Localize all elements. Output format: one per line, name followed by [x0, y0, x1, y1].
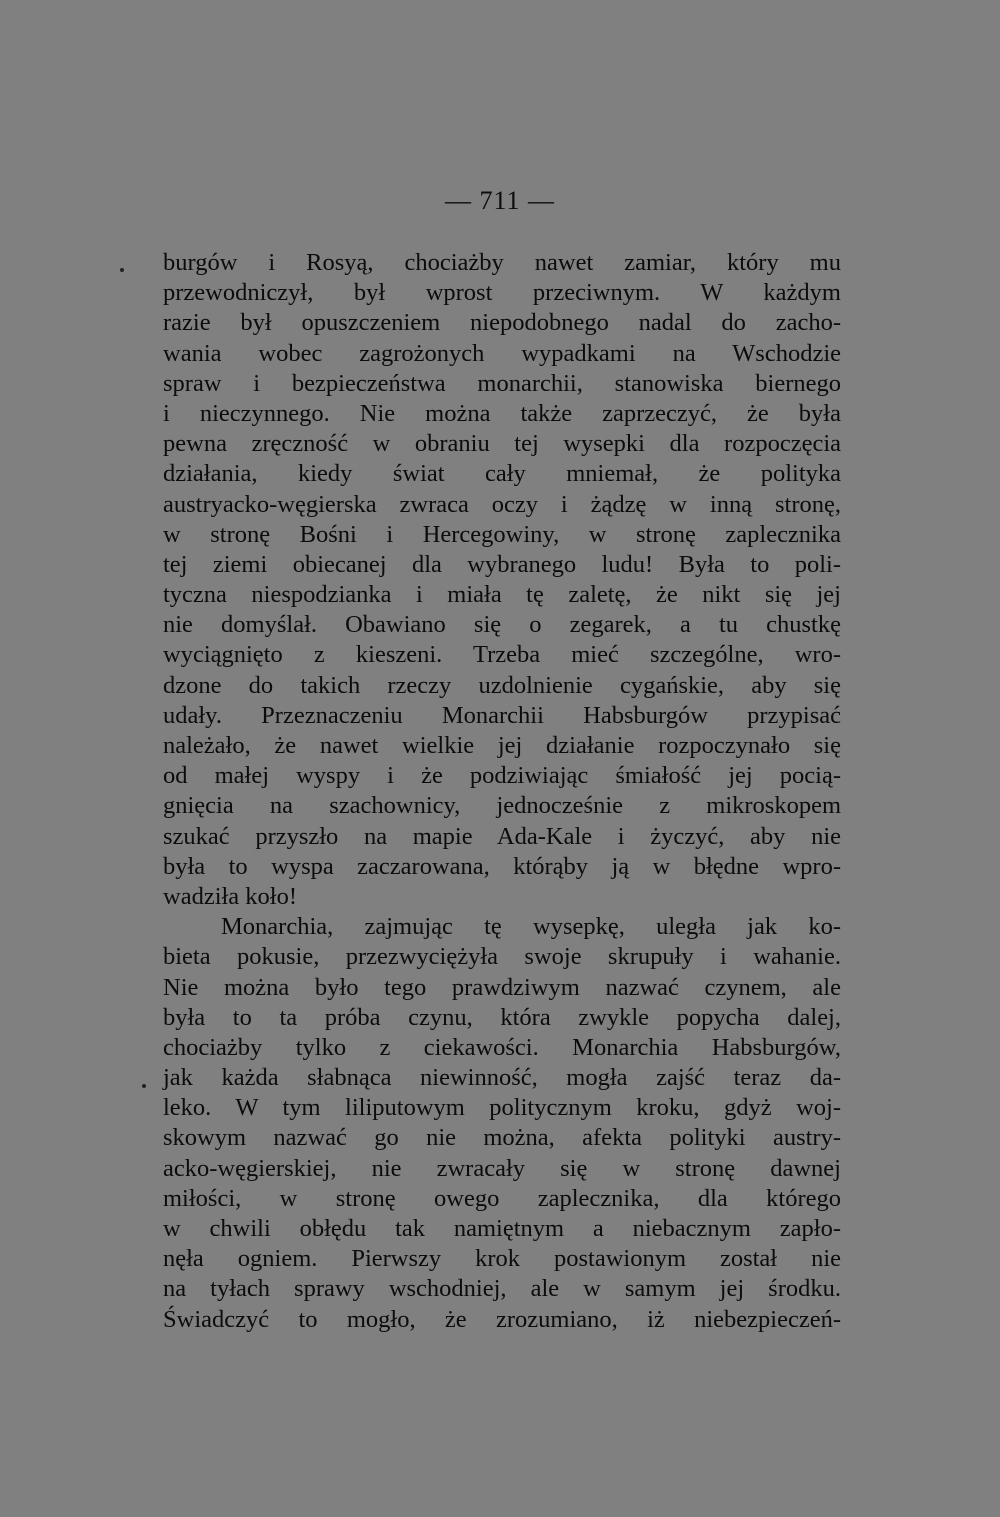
text-line: spraw i bezpieczeństwa monarchii, stanowiska biernego — [163, 369, 841, 397]
text-line: należało, że nawet wielkie jej działanie rozpoczynało się — [163, 732, 841, 759]
text-line: bieta pokusie, przezwyciężyła swoje skrupuły i wahanie. — [163, 943, 841, 971]
text-line: burgów i Rosyą, chociażby nawet zamiar, który mu — [163, 249, 841, 276]
text-line: Nie można było tego prawdziwym nazwać czynem, ale — [163, 973, 841, 1001]
text-line: wyciągnięto z kieszeni. Trzeba mieć szczególne, wro- — [163, 641, 841, 669]
text-line: na tyłach sprawy wschodniej, ale w samym jej środku. — [163, 1275, 841, 1303]
text-line: i nieczynnego. Nie można także zaprzeczyć, że była — [163, 399, 841, 427]
text-line: dzone do takich rzeczy uzdolnienie cygańskie, aby się — [163, 671, 841, 699]
text-line: jak każda słabnąca niewinność, mogła zajść teraz da- — [163, 1064, 841, 1092]
text-line: austryacko-węgierska zwraca oczy i żądzę w inną stronę, — [163, 490, 841, 518]
text-line: w chwili obłędu tak namiętnym a niebacznym zapło- — [163, 1215, 841, 1242]
text-line: leko. W tym liliputowym politycznym kroku, gdyż woj- — [163, 1094, 841, 1122]
text-line: udały. Przeznaczeniu Monarchii Habsburgów przypisać — [163, 701, 841, 729]
text-line: przewodniczył, był wprost przeciwnym. W każdym — [163, 279, 841, 307]
text-line: od małej wyspy i że podziwiając śmiałość jej pocią- — [163, 762, 841, 790]
text-line: Świadczyć to mogło, że zrozumiano, iż niebezpieczeń- — [163, 1305, 841, 1333]
body-text — [163, 248, 841, 1335]
margin-speck — [142, 1084, 146, 1088]
text-line: nęła ogniem. Pierwszy krok postawionym został nie — [163, 1245, 841, 1273]
text-line: chociażby tylko z ciekawości. Monarchia Habsburgów, — [163, 1033, 841, 1061]
text-line: była to ta próba czynu, która zwykle popycha dalej, — [163, 1003, 841, 1031]
text-line: działania, kiedy świat cały mniemał, że polityka — [163, 460, 841, 488]
text-line: szukać przyszło na mapie Ada-Kale i życzyć, aby nie — [163, 822, 841, 850]
text-line: razie był opuszczeniem niepodobnego nadal do zacho- — [163, 309, 841, 337]
margin-speck — [120, 268, 124, 272]
text-line: skowym nazwać go nie można, afekta polityki austry- — [163, 1124, 841, 1152]
text-line: w stronę Bośni i Hercegowiny, w stronę zaplecznika — [163, 520, 841, 548]
paragraph-end-line: wadziła koło! — [163, 882, 298, 910]
page-number: — 711 — — [444, 186, 556, 215]
text-line: była to wyspa zaczarowana, którąby ją w błędne wpro- — [163, 852, 841, 880]
text-line: wania wobec zagrożonych wypadkami na Wschodzie — [163, 339, 841, 367]
paragraph-start-line: Monarchia, zajmując tę wysepkę, uległa jak ko- — [221, 913, 841, 941]
text-line: acko-węgierskiej, nie zwracały się w stronę dawnej — [163, 1154, 841, 1182]
text-line: tyczna niespodzianka i miała tę zaletę, że nikt się jej — [163, 581, 841, 609]
text-line: gnięcia na szachownicy, jednocześnie z mikroskopem — [163, 792, 841, 820]
text-line: pewna zręczność w obraniu tej wysepki dla rozpoczęcia — [163, 430, 841, 458]
text-line: tej ziemi obiecanej dla wybranego ludu! Była to poli- — [163, 550, 841, 578]
text-line: nie domyślał. Obawiano się o zegarek, a tu chustkę — [163, 611, 841, 639]
text-line: miłości, w stronę owego zaplecznika, dla którego — [163, 1184, 841, 1212]
